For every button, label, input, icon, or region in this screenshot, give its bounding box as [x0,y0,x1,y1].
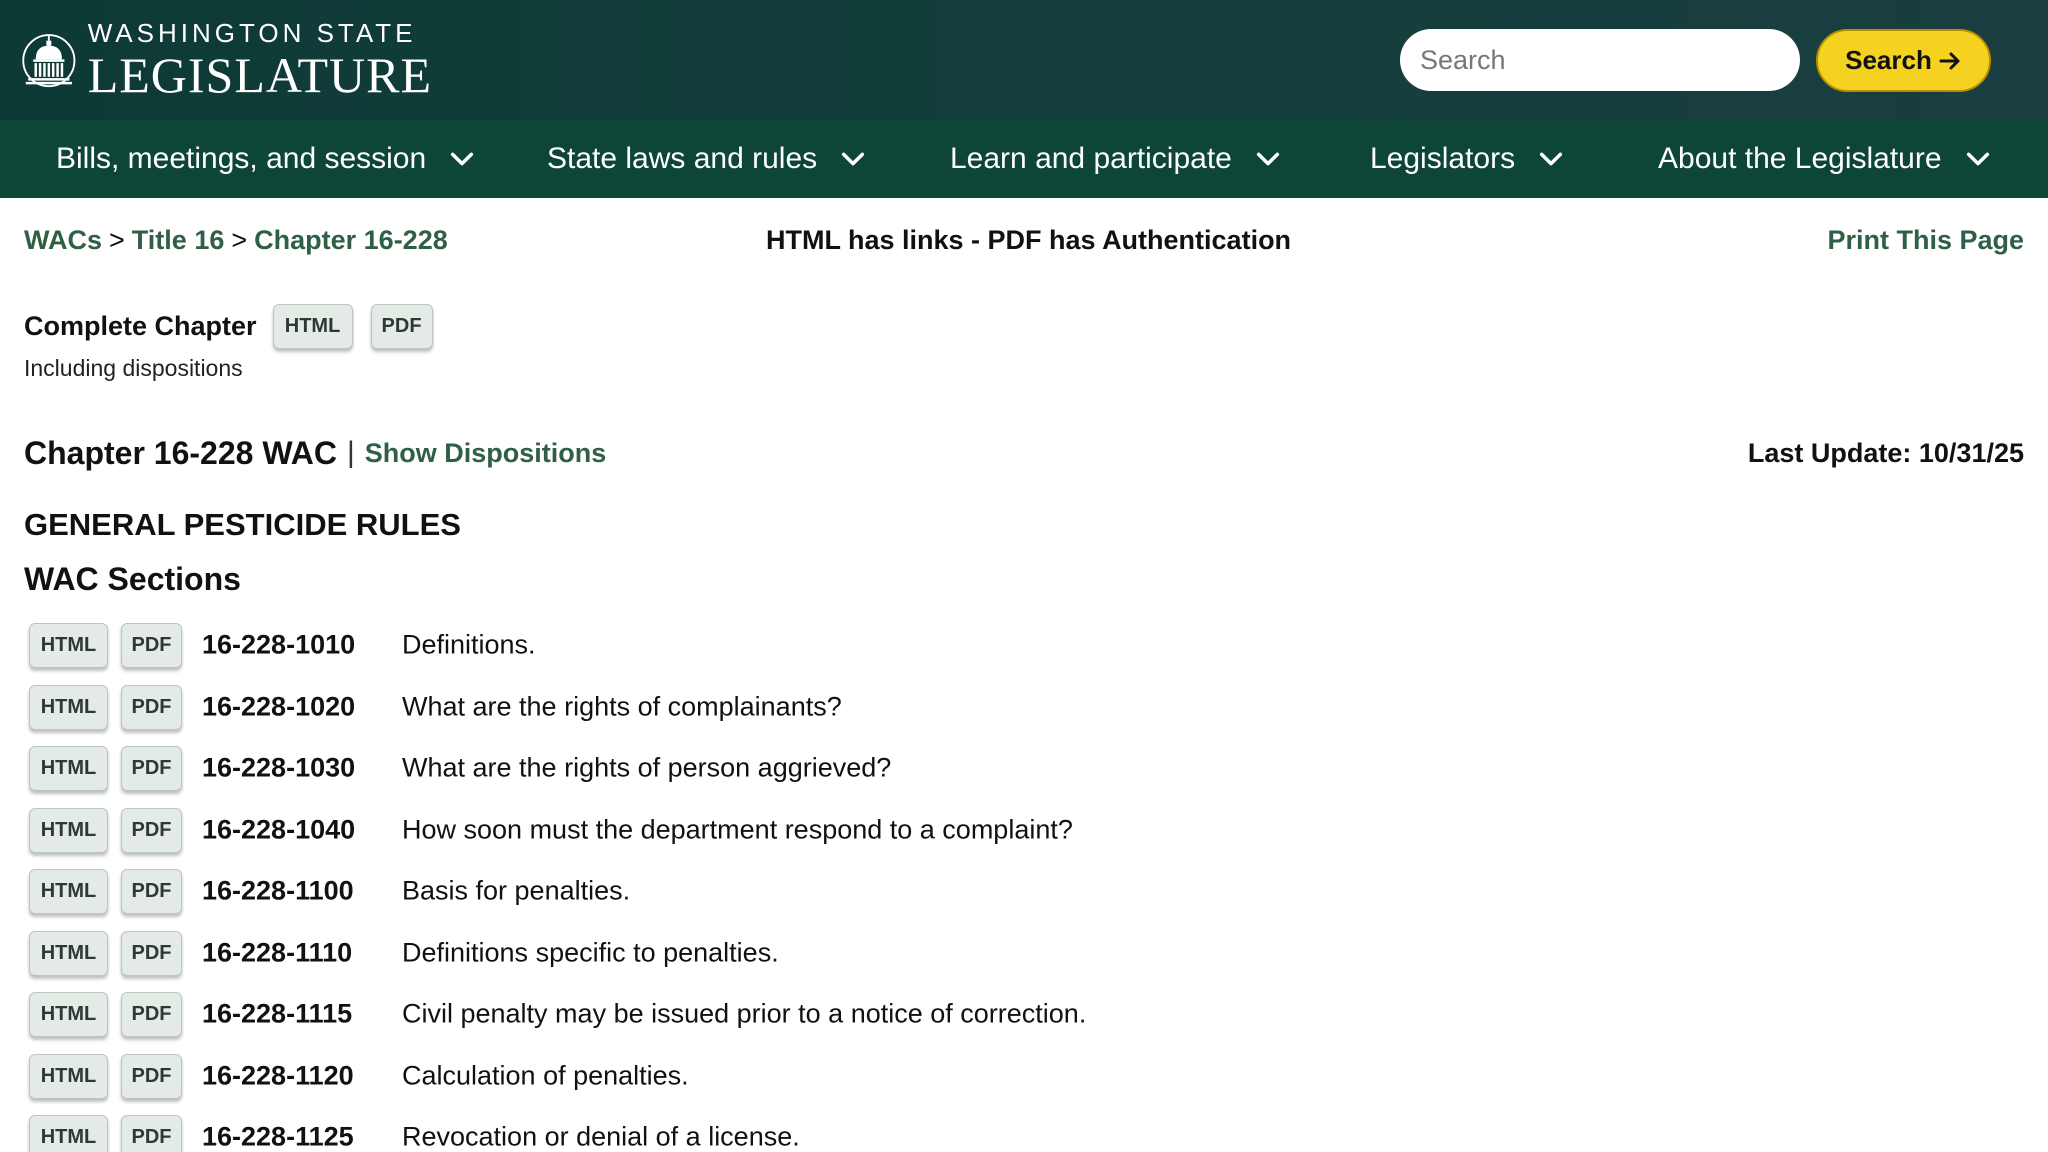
section-pdf-button[interactable]: PDF [121,992,182,1037]
section-number: 16-228-1020 [202,691,356,722]
search-button[interactable] [1816,29,1991,92]
complete-chapter-html-button[interactable]: HTML [273,304,353,349]
section-row [29,1113,800,1152]
chevron-down-icon [1537,145,1565,173]
section-pdf-button[interactable]: PDF [121,869,182,914]
nav-item-learn[interactable] [950,120,1282,198]
section-pdf-button[interactable]: PDF [121,746,182,791]
print-page-link[interactable]: Print This Page [1827,224,2024,255]
section-row [29,744,892,792]
section-pdf-button[interactable]: PDF [121,808,182,853]
section-number: 16-228-1040 [202,814,356,845]
search-input[interactable] [1400,29,1800,91]
section-html-button[interactable]: HTML [29,746,108,791]
section-title: Calculation of penalties. [402,1060,689,1091]
section-number: 16-228-1125 [202,1121,354,1152]
section-row [29,683,842,731]
section-row [29,929,779,977]
format-note: HTML has links - PDF has Authentication [766,224,1292,255]
breadcrumb-wacs[interactable]: WACs [24,224,103,255]
breadcrumb-separator: > [109,224,125,255]
chevron-down-icon [839,145,867,173]
section-title: Basis for penalties. [402,875,631,906]
chevron-down-icon [448,145,476,173]
chapter-title: Chapter 16-228 WAC [24,434,337,471]
arrow-right-icon [1938,49,1962,73]
sections-heading: WAC Sections [24,561,241,597]
section-html-button[interactable]: HTML [29,808,108,853]
nav-item-label: State laws and rules [547,142,818,175]
complete-chapter-label: Complete Chapter [24,310,257,341]
main-nav [0,120,2048,198]
nav-item-label: Learn and participate [950,142,1232,175]
section-number: 16-228-1120 [202,1060,354,1091]
section-pdf-button[interactable]: PDF [121,623,182,668]
section-pdf-button[interactable]: PDF [121,685,182,730]
breadcrumb-chapter[interactable]: Chapter 16-228 [254,224,448,255]
logo-line-1: WASHINGTON STATE [87,17,417,48]
nav-item-laws[interactable] [547,120,867,198]
section-row [29,806,1073,854]
section-pdf-button[interactable]: PDF [121,1115,182,1152]
last-update: Last Update: 10/31/25 [1747,437,2024,468]
section-html-button[interactable]: HTML [29,1115,108,1152]
complete-chapter-pdf-button[interactable]: PDF [371,304,433,349]
rules-heading: GENERAL PESTICIDE RULES [24,507,461,542]
nav-item-legislators[interactable] [1370,120,1565,198]
site-header [0,0,2048,120]
logo-text [87,17,432,103]
section-number: 16-228-1100 [202,875,354,906]
section-title: Definitions specific to penalties. [402,937,779,968]
chapter-title-row [24,432,606,474]
section-html-button[interactable]: HTML [29,623,108,668]
section-pdf-button[interactable]: PDF [121,931,182,976]
section-html-button[interactable]: HTML [29,992,108,1037]
section-row [29,867,631,915]
show-dispositions-link[interactable]: Show Dispositions [364,437,607,468]
section-title: How soon must the department respond to a complaint? [402,814,1073,845]
section-html-button[interactable]: HTML [29,869,108,914]
section-title: What are the rights of complainants? [402,691,842,722]
nav-item-label: Legislators [1370,142,1516,175]
section-pdf-button[interactable]: PDF [121,1054,182,1099]
section-title: Revocation or denial of a license. [402,1121,800,1152]
section-row [29,621,536,669]
chevron-down-icon [1254,145,1282,173]
section-html-button[interactable]: HTML [29,931,108,976]
breadcrumb [24,222,448,258]
section-number: 16-228-1110 [202,937,353,968]
capitol-dome-icon [22,15,76,105]
breadcrumb-separator: > [231,224,248,255]
section-number: 16-228-1115 [202,998,353,1029]
complete-chapter-row [24,303,433,349]
nav-item-label: About the Legislature [1658,142,1942,175]
section-html-button[interactable]: HTML [29,685,108,730]
section-title: What are the rights of person aggrieved? [402,752,892,783]
section-number: 16-228-1030 [202,752,356,783]
section-row [29,1052,689,1100]
nav-item-label: Bills, meetings, and session [56,142,427,175]
section-title: Definitions. [402,629,536,660]
site-logo[interactable] [22,12,432,107]
section-row [29,990,1087,1038]
section-number: 16-228-1010 [202,629,356,660]
nav-item-about[interactable] [1658,120,1992,198]
section-title: Civil penalty may be issued prior to a notice of correction. [402,998,1087,1029]
including-dispositions-note: Including dispositions [24,355,243,381]
search-button-label: Search [1845,45,1932,75]
section-html-button[interactable]: HTML [29,1054,108,1099]
logo-line-2: LEGISLATURE [87,46,432,103]
breadcrumb-title[interactable]: Title 16 [131,224,225,255]
chevron-down-icon [1964,145,1992,173]
nav-item-bills[interactable] [56,120,476,198]
title-separator: | [346,436,355,469]
